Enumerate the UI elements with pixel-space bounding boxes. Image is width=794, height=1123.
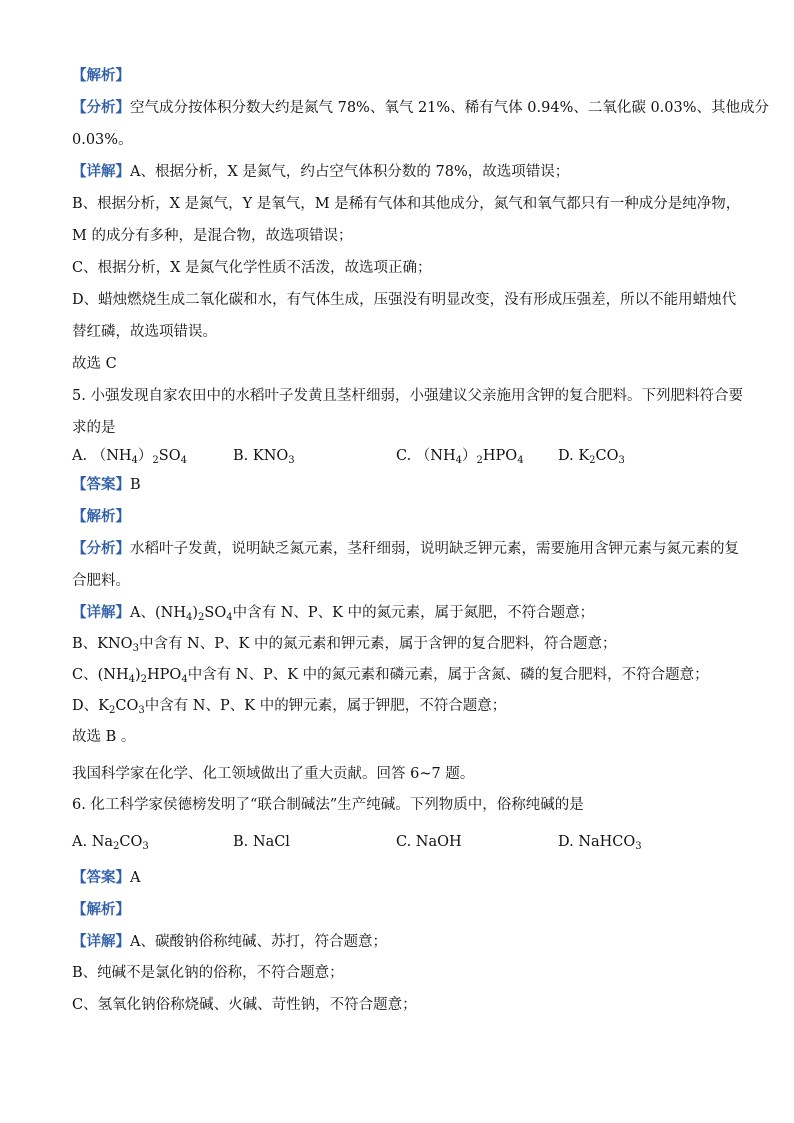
formula-part: NaCl — [252, 834, 290, 850]
q5-stem-line-1 — [72, 386, 743, 406]
formula-part: （NH — [91, 448, 132, 464]
fenxi-tag: 【分析】 — [72, 99, 130, 116]
answer-tag: 【答案】 — [72, 476, 130, 493]
q4-detail-d-1 — [72, 290, 736, 310]
q6-analysis-heading — [72, 900, 130, 920]
detail-text: ) — [134, 667, 141, 683]
answer-value: A — [130, 870, 141, 886]
q6-option-b — [233, 832, 290, 852]
q5-option-a — [72, 446, 187, 466]
q5-fenxi-line-2 — [72, 571, 130, 591]
formula-part: SO — [158, 448, 181, 464]
option-label: C. — [396, 834, 412, 850]
detail-a-text: A、碳酸钠俗称纯碱、苏打，符合题意； — [130, 934, 387, 950]
detail-text: SO — [204, 605, 227, 621]
formula-part: NaHCO — [578, 834, 636, 850]
detail-b-text: B、根据分析，X 是氮气，Y 是氧气，M 是稀有气体和其他成分，氮气和氧气都只有一种成分是纯净物， — [72, 196, 741, 212]
subscript: 4 — [128, 674, 135, 685]
formula-part: K — [578, 448, 590, 464]
detail-text: 中含有 N、P、K 中的氮元素，属于氮肥，不符合题意； — [232, 605, 595, 621]
q5-detail-c — [72, 665, 709, 685]
subscript: 3 — [132, 643, 139, 654]
detail-text: 中含有 N、P、K 中的钾元素，属于钾肥，不符合题意； — [144, 698, 507, 714]
subscript: 2 — [113, 841, 120, 852]
option-label: A. — [72, 834, 88, 850]
q6-option-d — [558, 832, 642, 852]
formula-part: HPO — [482, 448, 518, 464]
q6-answer — [72, 868, 140, 888]
fenxi-text-continued: 0.03%。 — [72, 132, 133, 148]
analysis-tag: 【解析】 — [72, 508, 130, 525]
q4-detail-c — [72, 258, 432, 278]
option-label: C. — [396, 448, 412, 464]
q6-detail-b — [72, 963, 344, 983]
q6-detail-c — [72, 995, 417, 1015]
q5-answer — [72, 475, 141, 495]
option-label: B. — [233, 448, 249, 464]
formula-part: CO — [119, 834, 143, 850]
answer-value: B — [130, 477, 141, 493]
q6-detail-a — [72, 932, 387, 952]
detail-text: A、(NH — [130, 605, 186, 621]
formula-part: KNO — [252, 448, 289, 464]
detail-d-text: D、蜡烛燃烧生成二氧化碳和水，有气体生成，压强没有明显改变，没有形成压强差，所以不能用蜡烛代 — [72, 292, 737, 308]
q5-option-d — [558, 446, 625, 466]
option-label: D. — [558, 448, 574, 464]
formula-part: ） — [462, 448, 477, 464]
subscript: 2 — [198, 612, 205, 623]
q5-option-c — [396, 446, 524, 466]
q6-option-c — [396, 832, 462, 852]
subscript: 3 — [618, 455, 625, 466]
subscript: 4 — [185, 612, 193, 623]
q4-conclusion — [72, 354, 117, 374]
fenxi-tag: 【分析】 — [72, 540, 130, 557]
q4-analysis-heading — [72, 66, 130, 86]
q4-fenxi-line-1 — [72, 98, 769, 118]
detail-text: HPO — [147, 667, 182, 683]
q6-option-a — [72, 832, 149, 852]
q4-detail-a — [72, 162, 569, 182]
formula-part: CO — [595, 448, 619, 464]
subscript: 2 — [108, 705, 116, 716]
subscript: 4 — [131, 455, 138, 466]
q5-conclusion — [72, 727, 135, 747]
subscript: 2 — [476, 455, 483, 466]
detail-text: 中含有 N、P、K 中的氮元素和钾元素，属于含钾的复合肥料，符合题意； — [138, 636, 617, 652]
detail-c-text: C、根据分析，X 是氮气化学性质不活泼，故选项正确； — [72, 260, 432, 276]
fenxi-text: 空气成分按体积分数大约是氮气 78%、氧气 21%、稀有气体 0.94%、二氧化碳 0.03%、其他成分 — [130, 100, 770, 116]
q4-detail-d-2 — [72, 322, 217, 342]
detail-text: 中含有 N、P、K 中的氮元素和磷元素，属于含氮、磷的复合肥料，不符合题意； — [187, 667, 709, 683]
q6-stem — [72, 795, 584, 815]
subscript: 3 — [635, 841, 642, 852]
subscript: 4 — [181, 674, 188, 685]
q4-detail-b-2 — [72, 226, 352, 246]
subscript: 3 — [138, 705, 145, 716]
subscript: 2 — [140, 674, 148, 685]
group-intro — [72, 764, 474, 784]
subscript: 2 — [589, 455, 596, 466]
detail-text: D、K — [72, 698, 109, 714]
analysis-tag: 【解析】 — [72, 67, 130, 84]
xiangjie-tag: 【详解】 — [72, 933, 130, 950]
detail-a-text: A、根据分析，X 是氮气，约占空气体积分数的 78%，故选项错误； — [130, 164, 570, 180]
q5-fenxi-line-1 — [72, 539, 739, 559]
formula-part: ） — [137, 448, 153, 464]
q4-fenxi-line-2 — [72, 130, 133, 150]
detail-text: CO — [115, 698, 139, 714]
subscript: 3 — [288, 455, 295, 466]
fenxi-text: 水稻叶子发黄，说明缺乏氮元素，茎秆细弱，说明缺乏钾元素，需要施用含钾元素与氮元素的复 — [130, 541, 739, 557]
option-label: B. — [233, 834, 249, 850]
detail-b-text-continued: M 的成分有多种，是混合物，故选项错误； — [72, 228, 353, 244]
q5-analysis-heading — [72, 507, 130, 527]
detail-text: ) — [192, 605, 199, 621]
q5-detail-b — [72, 634, 616, 654]
q5-stem-line-2 — [72, 418, 116, 438]
option-label: D. — [558, 834, 574, 850]
xiangjie-tag: 【详解】 — [72, 163, 130, 180]
xiangjie-tag: 【详解】 — [72, 604, 130, 621]
subscript: 4 — [517, 455, 524, 466]
option-label: A. — [72, 448, 88, 464]
subscript: 4 — [226, 612, 233, 623]
formula-part: NaOH — [415, 834, 462, 850]
subscript: 2 — [152, 455, 159, 466]
q5-detail-d — [72, 696, 506, 716]
answer-tag: 【答案】 — [72, 869, 130, 886]
conclusion-text: 故选 B 。 — [72, 729, 136, 745]
formula-part: Na — [91, 834, 114, 850]
question-stem: 5. 小强发现自家农田中的水稻叶子发黄且茎杆细弱，小强建议父亲施用含钾的复合肥料。下列肥料符合要 — [72, 388, 743, 404]
fenxi-text-continued: 合肥料。 — [72, 573, 130, 589]
detail-c-text: C、氢氧化钠俗称烧碱、火碱、苛性钠，不符合题意； — [72, 997, 417, 1013]
q5-detail-a — [72, 603, 594, 623]
analysis-tag: 【解析】 — [72, 901, 130, 918]
group-intro-text: 我国科学家在化学、化工领域做出了重大贡献。回答 6~7 题。 — [72, 766, 475, 782]
subscript: 4 — [180, 455, 187, 466]
detail-b-text: B、纯碱不是氯化钠的俗称，不符合题意； — [72, 965, 344, 981]
subscript: 4 — [455, 455, 463, 466]
detail-d-text-continued: 替红磷，故选项错误。 — [72, 324, 217, 340]
subscript: 3 — [142, 841, 149, 852]
conclusion-text: 故选 C — [72, 356, 117, 372]
question-stem-continued: 求的是 — [72, 420, 116, 436]
detail-text: C、(NH — [72, 667, 129, 683]
question-stem: 6. 化工科学家侯德榜发明了“联合制碱法”生产纯碱。下列物质中，俗称纯碱的是 — [72, 797, 584, 813]
q5-option-b — [233, 446, 295, 466]
formula-part: （NH — [415, 448, 456, 464]
detail-text: B、KNO — [72, 636, 133, 652]
q4-detail-b-1 — [72, 194, 740, 214]
